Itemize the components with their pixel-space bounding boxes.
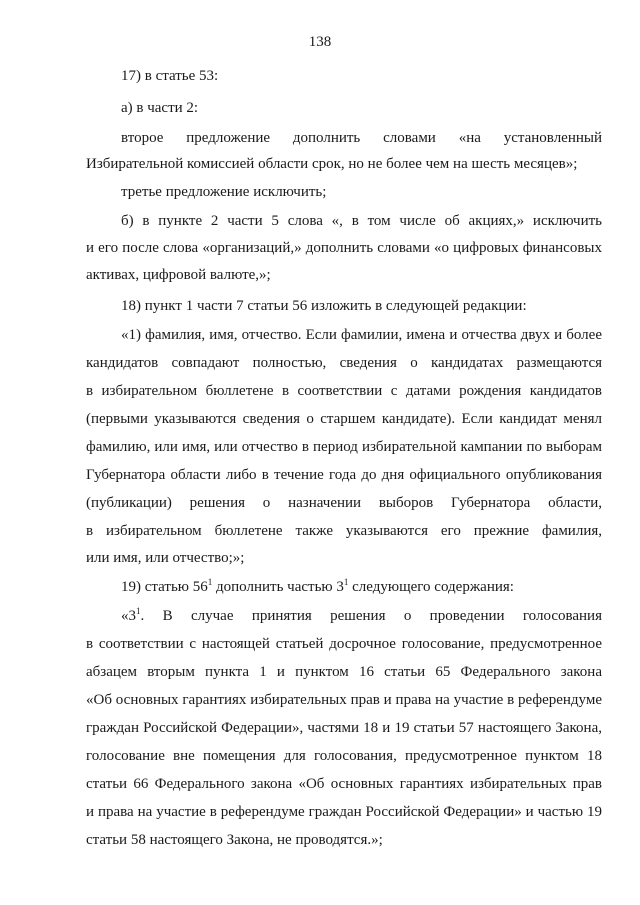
text-line: в соответствии с настоящей статьей досрочное голосование, предусмотренное (86, 636, 602, 652)
text-line: голосование вне помещения для голосования, предусмотренное пунктом 18 (86, 748, 602, 764)
text-line: в избирательном бюллетене также указываются его прежние фамилия, (86, 523, 602, 539)
text-line: активах, цифровой валюте,»; (86, 267, 271, 283)
text-line: абзацем вторым пункта 1 и пунктом 16 статьи 65 Федерального закона (86, 664, 602, 680)
text-line: в избирательном бюллетене в соответствии с датами рождения кандидатов (86, 383, 602, 399)
text-line: кандидатов совпадают полностью, сведения о кандидатах размещаются (86, 355, 602, 371)
text-line: статьи 66 Федерального закона «Об основных гарантиях избирательных прав (86, 776, 602, 792)
text-line: и права на участие в референдуме граждан Российской Федерации» и частью 19 (86, 804, 602, 820)
item-19-heading: 19) статью $56^1$ дополнить частью $3^1$ следующего содержания: (121, 577, 514, 595)
text-line: и его после слова «организаций,» дополнить словами «о цифровых финансовых (86, 240, 602, 256)
text-line: третье предложение исключить; (121, 184, 327, 200)
text-line: (публикации) решения о назначении выборов Губернатора области, (86, 495, 602, 511)
text-line: или имя, или отчество;»; (86, 550, 245, 566)
text-line: статьи 58 настоящего Закона, не проводятся.»; (86, 832, 383, 848)
text-line: «$3^1$. В случае принятия решения о проведении голосования (121, 606, 602, 624)
text-line: (первыми указываются сведения о старшем кандидате). Если кандидат менял (86, 411, 602, 427)
item-17-heading: 17) в статье 53: (121, 68, 219, 84)
text-line: второе предложение дополнить словами «на установленный (121, 130, 602, 146)
text-line: фамилию, или имя, или отчество в период избирательной кампании по выборам (86, 439, 602, 455)
subitem-b-heading: б) в пункте 2 части 5 слова «, в том числе об акциях,» исключить (121, 213, 602, 229)
text-line: «1) фамилия, имя, отчество. Если фамилии, имена и отчества двух и более (121, 327, 602, 343)
text-line: «Об основных гарантиях избирательных прав и права на участие в референдуме (86, 692, 602, 708)
page-number: 138 (308, 34, 332, 50)
item-18-heading: 18) пункт 1 части 7 статьи 56 изложить в следующей редакции: (121, 298, 527, 314)
text-line: Избирательной комиссией области срок, но не более чем на шесть месяцев»; (86, 156, 578, 172)
subitem-a-heading: а) в части 2: (121, 100, 199, 116)
text-line: Губернатора области либо в течение года до дня официального опубликования (86, 467, 602, 483)
text-line: граждан Российской Федерации», частями 18 и 19 статьи 57 настоящего Закона, (86, 720, 602, 736)
